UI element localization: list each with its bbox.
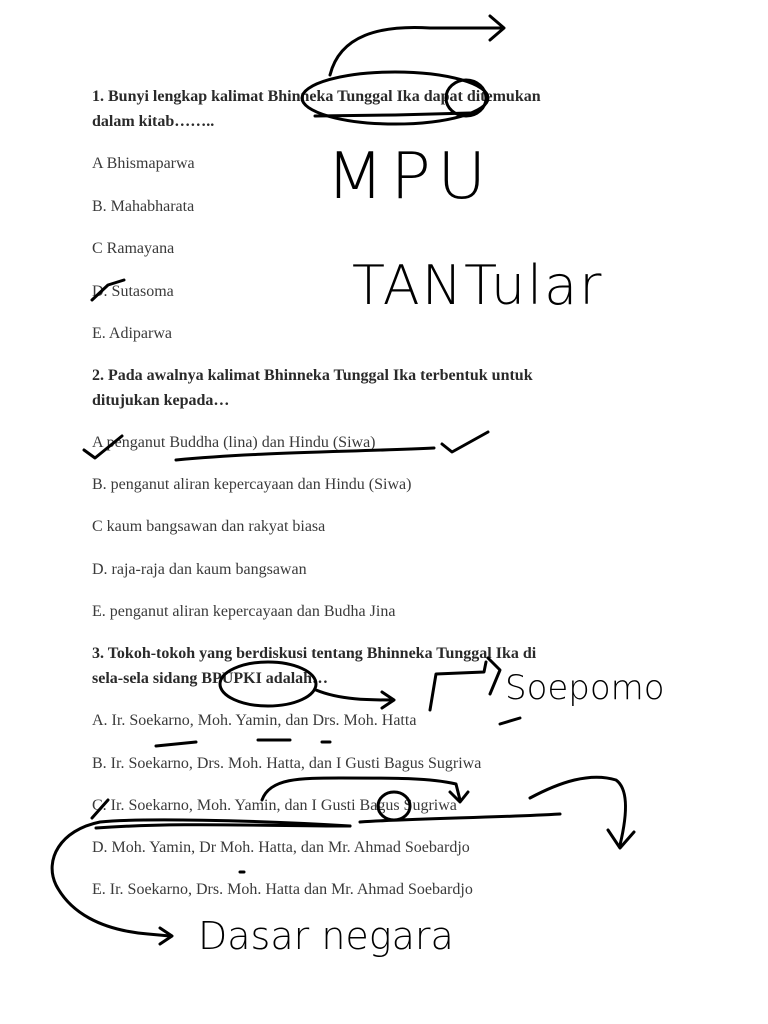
check-mark-icon <box>442 432 488 452</box>
q3-option-b: B. Ir. Soekarno, Drs. Moh. Hatta, dan I Gusti Bagus Sugriwa <box>92 755 482 772</box>
question-1-line-1: 1. Bunyi lengkap kalimat Bhinneka Tunggal Ika dapat ditemukan <box>92 88 541 105</box>
q1-option-c: C Ramayana <box>92 240 175 257</box>
q2-option-b: B. penganut aliran kepercayaan dan Hindu (Siwa) <box>92 476 412 493</box>
q2-option-d: D. raja-raja dan kaum bangsawan <box>92 561 307 578</box>
question-2-line-2: ditujukan kepada… <box>92 392 230 409</box>
q3-option-d: D. Moh. Yamin, Dr Moh. Hatta, dan Mr. Ahmad Soebardjo <box>92 839 470 856</box>
q3-option-c: C. Ir. Soekarno, Moh. Yamin, dan I Gusti Bagus Sugriwa <box>92 797 457 814</box>
q3-option-e: E. Ir. Soekarno, Drs. Moh. Hatta dan Mr. Ahmad Soebardjo <box>92 881 473 898</box>
handwriting-tantular: TANTular <box>352 254 604 317</box>
q1-option-d: D. Sutasoma <box>92 283 174 300</box>
question-3-line-2: sela-sela sidang BPUPKI adalah… <box>92 670 329 687</box>
question-3-line-1: 3. Tokoh-tokoh yang berdiskusi tentang Bhinneka Tunggal Ika di <box>92 645 537 662</box>
q3-option-a: A. Ir. Soekarno, Moh. Yamin, dan Drs. Moh. Hatta <box>92 712 417 729</box>
q2-option-a: A penganut Buddha (lina) dan Hindu (Siwa) <box>92 434 376 451</box>
handwriting-soepomo: Soepomo <box>505 668 665 708</box>
question-1-line-2: dalam kitab…….. <box>92 113 215 130</box>
handwriting-dasar-negara: Dasar negara <box>198 914 454 958</box>
q1-option-b: B. Mahabharata <box>92 198 195 215</box>
q1-option-a: A Bhismaparwa <box>92 155 195 172</box>
q2-option-c: C kaum bangsawan dan rakyat biasa <box>92 518 326 535</box>
q1-option-e: E. Adiparwa <box>92 325 172 342</box>
handwriting-mpu: MPU <box>326 140 493 214</box>
arrow-top-icon <box>330 28 502 75</box>
q2-option-e: E. penganut aliran kepercayaan dan Budha Jina <box>92 603 396 620</box>
question-2-line-1: 2. Pada awalnya kalimat Bhinneka Tunggal Ika terbentuk untuk <box>92 367 533 384</box>
